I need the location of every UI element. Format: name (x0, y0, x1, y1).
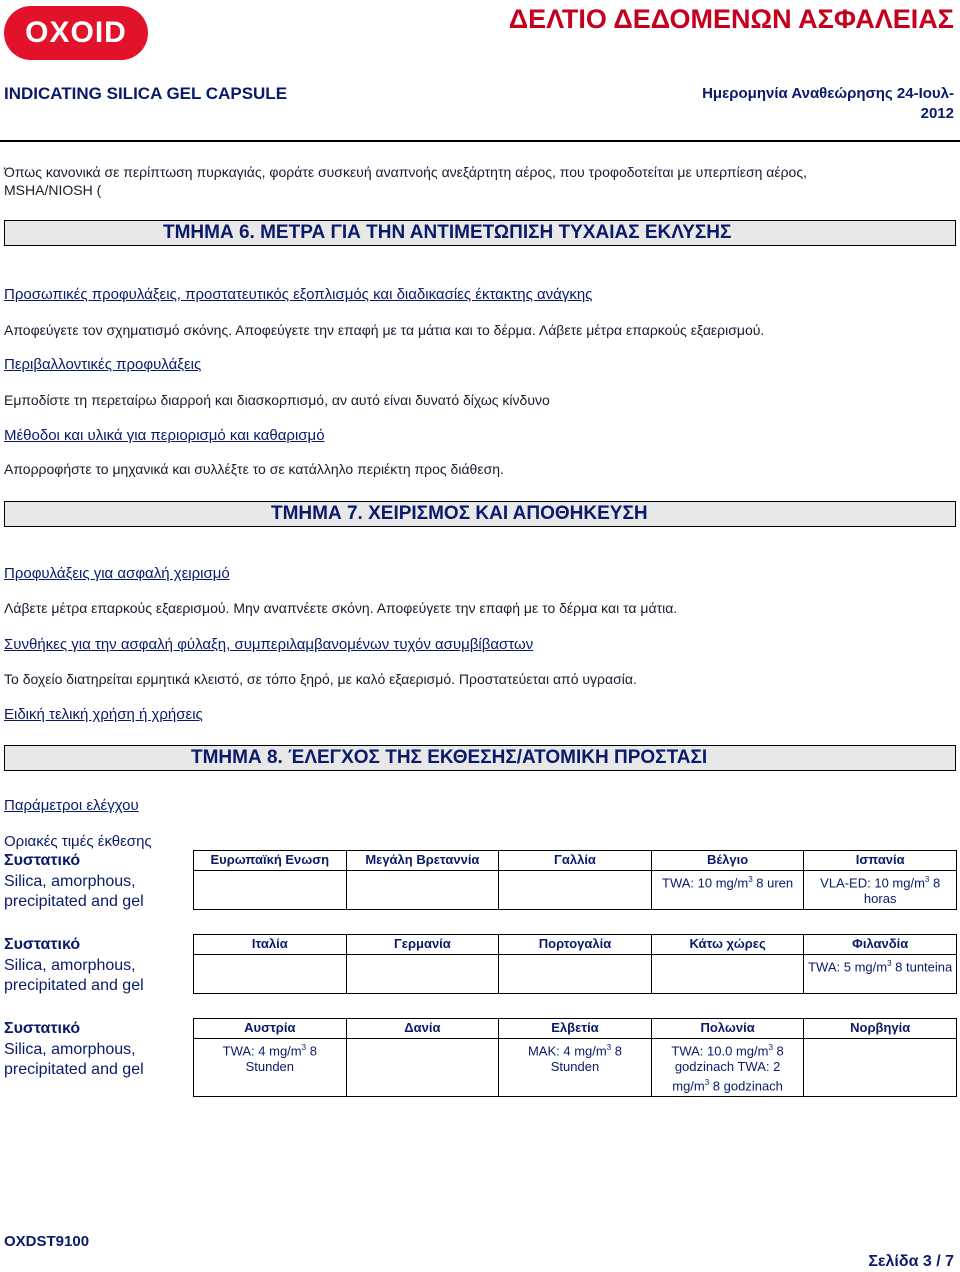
page-number (868, 1253, 954, 1271)
table-cell (499, 871, 652, 910)
document-code: OXDST9100 (4, 1233, 90, 1250)
table-header-cell: Πορτογαλία (499, 935, 652, 955)
containment-methods-text: Απορροφήστε το μηχανικά και συλλέξτε το σε κατάλληλο περιέκτη προς διάθεση. (4, 461, 504, 477)
table-header-cell: Γαλλία (499, 851, 652, 871)
component-name: Silica, amorphous, precipitated and gel (4, 873, 144, 910)
table-cell (651, 955, 804, 994)
page-value: 3 / 7 (922, 1253, 954, 1270)
intro-text (4, 163, 954, 199)
table-cell: TWA: 10 $mg/m^3$ 8 uren (651, 871, 804, 910)
revision-date-line2: 2012 (920, 105, 954, 122)
header-divider (0, 140, 960, 142)
safe-storage-text: Το δοχείο διατηρείται ερμητικά κλειστό, σε τόπο ξηρό, με καλό εξαερισμό. Προστατεύεται από υγρασία. (4, 671, 637, 687)
table-cell (194, 871, 347, 910)
table-header-cell: Ιταλία (194, 935, 347, 955)
exposure-limits-table-3 (193, 1018, 957, 1097)
logo-text: OXOID (25, 16, 127, 49)
personal-precautions-text: Αποφεύγετε τον σχηματισμό σκόνης. Αποφεύγετε την επαφή με τα μάτια και το δέρμα. Λάβετε μέτρα επαρκούς εξαερισμού. (4, 322, 765, 338)
component-label: Συστατικό (4, 1020, 81, 1037)
table-header-cell: Φιλανδία (804, 935, 957, 955)
control-parameters-heading: Παράμετροι ελέγχου (4, 797, 139, 814)
section-7-title: ΤΜΗΜΑ 7. ΧΕΙΡΙΣΜΟΣ ΚΑΙ ΑΠΟΘΗΚΕΥΣΗ (271, 503, 648, 524)
component-name: Silica, amorphous, precipitated and gel (4, 1041, 144, 1078)
section-7-bar (4, 501, 956, 527)
intro-line1: Όπως κανονικά σε περίπτωση πυρκαγιάς, φοράτε συσκευή αναπνοής ανεξάρτητη αέρος, που τροφοδοτείται με υπερπίεση αέρος, (4, 164, 807, 180)
table-cell (804, 1039, 957, 1097)
section-8-title: ΤΜΗΜΑ 8. ΈΛΕΓΧΟΣ ΤΗΣ ΕΚΘΕΣΗΣ/ΑΤΟΜΙΚΗ ΠΡΟΣΤΑΣΙ (191, 747, 708, 768)
section-6-title: ΤΜΗΜΑ 6. ΜΕΤΡΑ ΓΙΑ ΤΗΝ ΑΝΤΙΜΕΤΩΠΙΣΗ ΤΥΧΑΙΑΣ ΕΚΛΥΣΗΣ (163, 222, 732, 243)
end-use-heading: Ειδική τελική χρήση ή χρήσεις (4, 706, 203, 723)
document-title: ΔΕΛΤΙΟ ΔΕΔΟΜΕΝΩΝ ΑΣΦΑΛΕΙΑΣ (508, 4, 954, 34)
exposure-limits-label: Οριακές τιμές έκθεσης (4, 833, 152, 850)
revision-date (654, 84, 954, 124)
table-cell (346, 955, 499, 994)
table-header-cell: Βέλγιο (651, 851, 804, 871)
page-label: Σελίδα (868, 1253, 919, 1270)
table-cell (346, 1039, 499, 1097)
table-row (194, 955, 957, 994)
safe-storage-heading: Συνθήκες για την ασφαλή φύλαξη, συμπεριλαμβανομένων τυχόν ασυμβίβαστων (4, 636, 534, 653)
table-cell: VLA-ED: 10 $mg/m^3$ 8 horas (804, 871, 957, 910)
component-label: Συστατικό (4, 936, 81, 953)
oxoid-logo (4, 6, 148, 60)
table-header-row (194, 935, 957, 955)
table-header-cell: Δανία (346, 1019, 499, 1039)
table-header-cell: Μεγάλη Βρεταννία (346, 851, 499, 871)
table-cell: TWA: 10.0 $mg/m^3$ 8 godzinach TWA: 2 $mg/m^3$ 8 godzinach (651, 1039, 804, 1097)
safe-handling-text: Λάβετε μέτρα επαρκούς εξαερισμού. Μην αναπνέετε σκόνη. Αποφεύγετε την επαφή με το δέρμα και τα μάτια. (4, 600, 678, 616)
product-name: INDICATING SILICA GEL CAPSULE (4, 84, 288, 103)
table-cell (194, 955, 347, 994)
exposure-limits-table-2 (193, 934, 957, 994)
table-cell: TWA: 4 $mg/m^3$ 8 Stunden (194, 1039, 347, 1097)
environmental-precautions-text: Εμποδίστε τη περεταίρω διαρροή και διασκορπισμό, αν αυτό είναι δυνατό δίχως κίνδυνο (4, 392, 550, 408)
section-8-bar (4, 745, 956, 771)
revision-date-line1: 24-Ιουλ- (896, 85, 954, 102)
table-header-row (194, 1019, 957, 1039)
revision-label: Ημερομηνία Αναθεώρησης (702, 85, 893, 102)
component-label: Συστατικό (4, 852, 81, 869)
table-header-cell: Ισπανία (804, 851, 957, 871)
table-header-cell: Ελβετία (499, 1019, 652, 1039)
table-cell: MAK: 4 $mg/m^3$ 8 Stunden (499, 1039, 652, 1097)
table-row (194, 871, 957, 910)
table-header-cell: Ευρωπαϊκή Ενωση (194, 851, 347, 871)
table-header-cell: Νορβηγία (804, 1019, 957, 1039)
table-row (194, 1039, 957, 1097)
section-6-bar (4, 220, 956, 246)
table-header-cell: Πολωνία (651, 1019, 804, 1039)
table-cell: TWA: 5 $mg/m^3$ 8 tunteina (804, 955, 957, 994)
table-cell (499, 955, 652, 994)
table-header-cell: Γερμανία (346, 935, 499, 955)
personal-precautions-heading: Προσωπικές προφυλάξεις, προστατευτικός εξοπλισμός και διαδικασίες έκτακτης ανάγκης (4, 286, 593, 303)
component-name: Silica, amorphous, precipitated and gel (4, 957, 144, 994)
table-header-cell: Κάτω χώρες (651, 935, 804, 955)
intro-line2: MSHA/NIOSH ( (4, 182, 102, 198)
safe-handling-heading: Προφυλάξεις για ασφαλή χειρισμό (4, 565, 230, 582)
exposure-limits-table-1 (193, 850, 957, 910)
environmental-precautions-heading: Περιβαλλοντικές προφυλάξεις (4, 356, 202, 373)
containment-methods-heading: Μέθοδοι και υλικά για περιορισμό και καθαρισμό (4, 427, 325, 444)
table-header-row (194, 851, 957, 871)
table-cell (346, 871, 499, 910)
table-header-cell: Αυστρία (194, 1019, 347, 1039)
